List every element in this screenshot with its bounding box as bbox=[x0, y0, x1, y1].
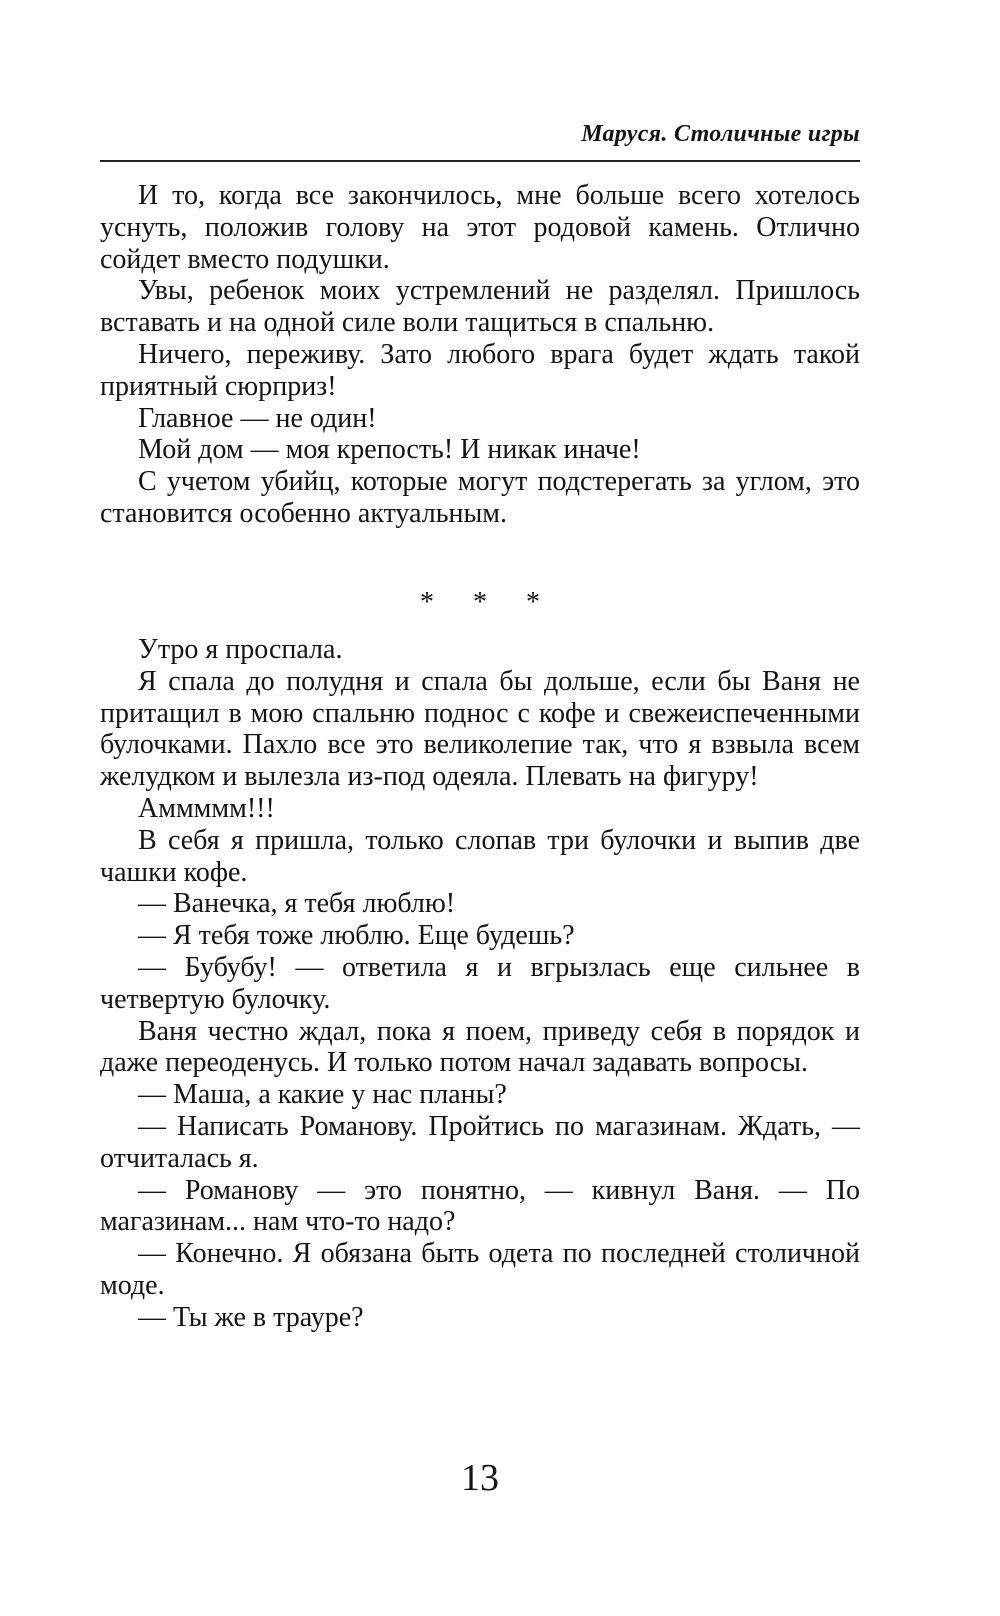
paragraph: — Ты же в трауре? bbox=[138, 1301, 364, 1333]
paragraph: В себя я пришла, только слопав три булочки и выпив две чашки кофе. bbox=[100, 824, 860, 888]
paragraph: — Ванечка, я тебя люблю! bbox=[138, 888, 456, 920]
paragraph: — Бубубу! — ответила я и вгрызлась еще сильнее в четвертую булочку. bbox=[100, 951, 860, 1015]
paragraph: — Романову — это понятно, — кивнул Ваня. — По магазинам... нам что-то надо? bbox=[100, 1174, 860, 1238]
paragraph: И то, когда все закончилось, мне больше всего хотелось уснуть, положив голову на этот родовой камень. Отлично сойдет вместо подушки. bbox=[100, 180, 860, 275]
paragraph: Ваня честно ждал, пока я поем, приведу себя в порядок и даже переоденусь. И только потом начал задавать вопросы. bbox=[100, 1015, 860, 1079]
paragraph: Мой дом — моя крепость! И никак иначе! bbox=[138, 434, 641, 466]
paragraph: — Написать Романову. Пройтись по магазинам. Ждать, — отчиталась я. bbox=[100, 1110, 860, 1174]
scene-break: * * * bbox=[420, 587, 556, 618]
paragraph: — Конечно. Я обязана быть одета по последней столичной моде. bbox=[100, 1238, 860, 1301]
page-number: 13 bbox=[461, 1457, 499, 1499]
paragraph: — Маша, а какие у нас планы? bbox=[138, 1079, 507, 1111]
paragraph: Утро я проспала. bbox=[138, 634, 343, 665]
paragraph: Аммммм!!! bbox=[138, 792, 275, 824]
text-block-after-break bbox=[100, 634, 860, 1334]
paragraph: С учетом убийц, которые могут подстерегать за углом, это становится особенно актуальным. bbox=[100, 466, 860, 529]
header-divider bbox=[100, 160, 860, 162]
text-block-before-break bbox=[100, 180, 860, 530]
paragraph: Ничего, переживу. Зато любого врага будет ждать такой приятный сюрприз! bbox=[100, 338, 860, 402]
paragraph: Главное — не один! bbox=[138, 402, 377, 434]
paragraph: Увы, ребенок моих устремлений не разделял. Пришлось вставать и на одной силе воли тащиться в спальню. bbox=[100, 275, 860, 339]
paragraph: Я спала до полудня и спала бы дольше, если бы Ваня не притащил в мою спальню поднос с кофе и свежеиспеченными булочками. Пахло все это великолепие так, что я взвыла всем желудком и вылезла из-под одеяла. Плевать на фигуру! bbox=[100, 665, 860, 793]
book-title: Маруся. Столичные игры bbox=[581, 121, 860, 147]
paragraph: — Я тебя тоже люблю. Еще будешь? bbox=[138, 920, 575, 952]
